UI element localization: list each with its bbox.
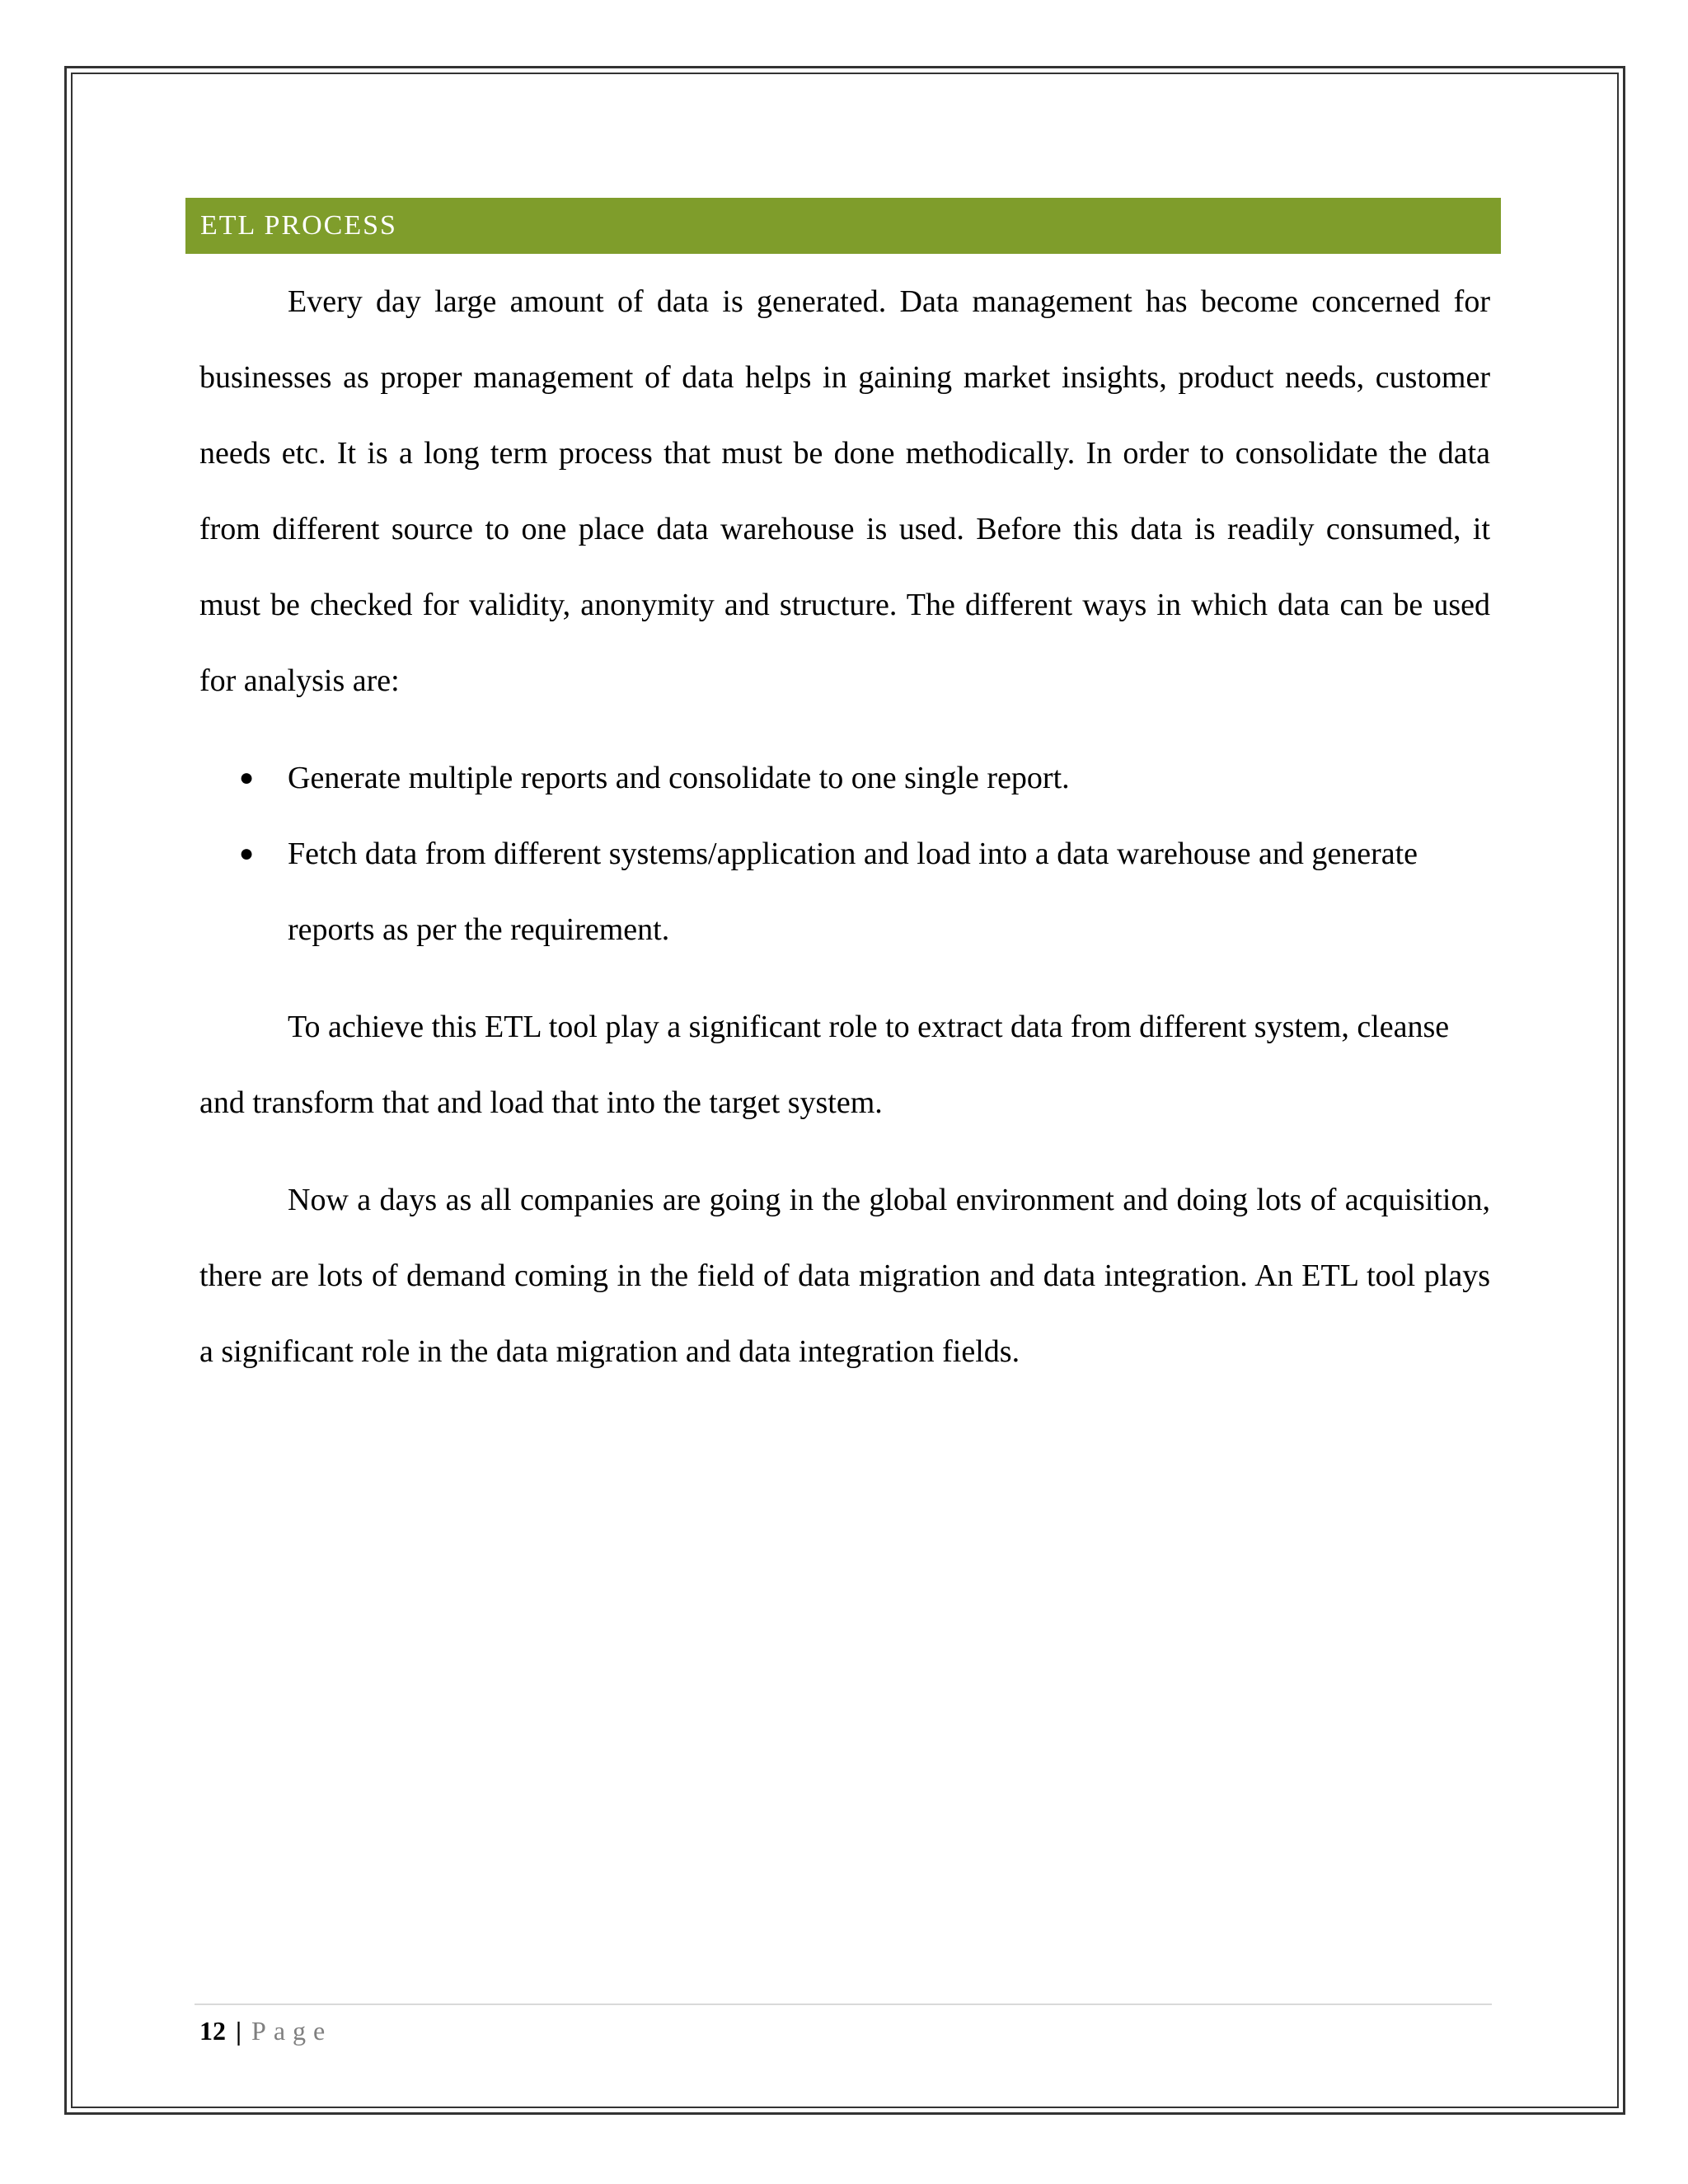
paragraph-intro: Every day large amount of data is generated. Data management has become concerned for businesses as proper management of data helps in gaining market insights, product needs, customer needs etc. It is a long term process that must be done methodically. In order to consolidate the data from different source to one place data warehouse is used. Before this data is readily consumed, it must be checked for validity, anonymity and structure. The different ways in which data can be used for analysis are: — [199, 284, 1490, 698]
section-header — [185, 198, 1501, 254]
bullet-icon: ● — [239, 840, 255, 867]
paragraph-spacer — [199, 1141, 1490, 1162]
footer-separator: | — [236, 2015, 242, 2046]
bullet-text: Generate multiple reports and consolidate to one single report. — [288, 761, 1070, 795]
bullet-icon: ● — [239, 764, 255, 791]
page-label: Page — [251, 2015, 333, 2046]
page-footer — [199, 2008, 332, 2054]
bullet-text: Fetch data from different systems/application and load into a data warehouse and generate reports as per the requirement. — [288, 837, 1418, 947]
paragraph-migration: Now a days as all companies are going in the global environment and doing lots of acquisition, there are lots of demand coming in the field of data migration and data integration. An ETL tool plays a significant role in the data migration and data integration fields. — [199, 1183, 1490, 1369]
footer-divider — [195, 2004, 1492, 2005]
list-item — [199, 740, 1490, 816]
list-item — [199, 816, 1490, 968]
paragraph-etl-tool: To achieve this ETL tool play a significant role to extract data from different system, cleanse and transform that and load that into the target system. — [199, 1010, 1450, 1120]
page-number: 12 — [199, 2015, 226, 2046]
bullet-list — [199, 740, 1490, 968]
document-body — [199, 264, 1490, 1390]
section-title: ETL PROCESS — [200, 210, 397, 241]
